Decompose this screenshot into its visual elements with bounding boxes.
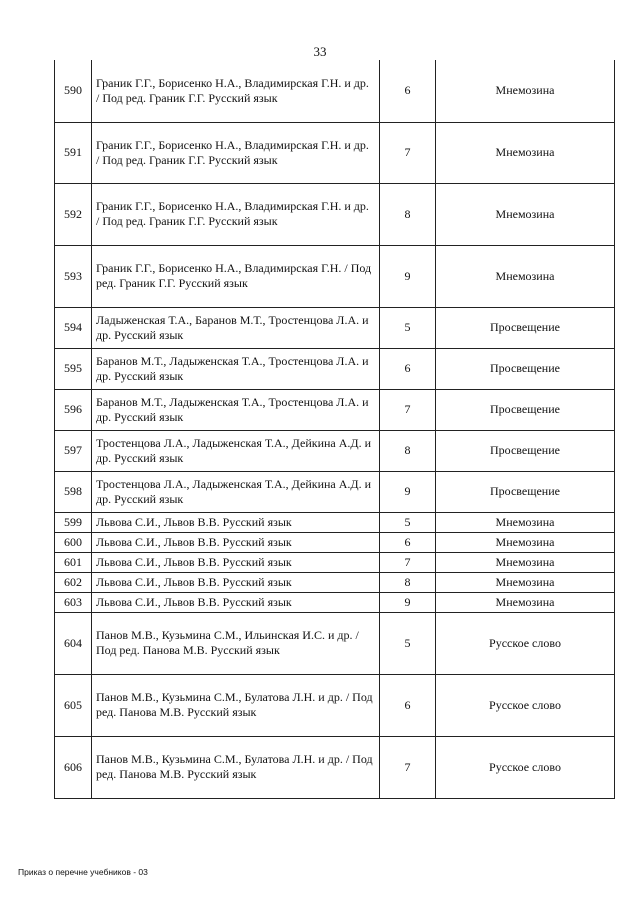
row-number-cell: 595 [55, 348, 92, 389]
table-row [55, 674, 615, 736]
table-row [55, 183, 615, 245]
author-title-cell: Граник Г.Г., Борисенко Н.А., Владимирская Г.Н. и др. / Под ред. Граник Г.Г. Русский язык [92, 122, 380, 183]
table-row [55, 512, 615, 532]
grade-cell: 6 [380, 60, 436, 122]
row-number-cell: 592 [55, 183, 92, 245]
author-title-cell: Львова С.И., Львов В.В. Русский язык [92, 532, 380, 552]
author-title-cell: Граник Г.Г., Борисенко Н.А., Владимирская Г.Н. / Под ред. Граник Г.Г. Русский язык [92, 245, 380, 307]
author-title-cell: Панов М.В., Кузьмина С.М., Ильинская И.С. и др. / Под ред. Панова М.В. Русский язык [92, 612, 380, 674]
grade-cell: 5 [380, 612, 436, 674]
grade-cell: 9 [380, 471, 436, 512]
table-row [55, 307, 615, 348]
table-row [55, 60, 615, 122]
table-row [55, 552, 615, 572]
grade-cell: 5 [380, 512, 436, 532]
row-number-cell: 597 [55, 430, 92, 471]
publisher-cell: Мнемозина [436, 183, 615, 245]
publisher-cell: Мнемозина [436, 245, 615, 307]
publisher-cell: Мнемозина [436, 592, 615, 612]
publisher-cell: Просвещение [436, 307, 615, 348]
table-row [55, 430, 615, 471]
grade-cell: 8 [380, 430, 436, 471]
table-row [55, 389, 615, 430]
grade-cell: 6 [380, 532, 436, 552]
author-title-cell: Панов М.В., Кузьмина С.М., Булатова Л.Н. и др. / Под ред. Панова М.В. Русский язык [92, 674, 380, 736]
publisher-cell: Мнемозина [436, 532, 615, 552]
author-title-cell: Тростенцова Л.А., Ладыженская Т.А., Дейкина А.Д. и др. Русский язык [92, 471, 380, 512]
row-number-cell: 594 [55, 307, 92, 348]
publisher-cell: Просвещение [436, 348, 615, 389]
author-title-cell: Баранов М.Т., Ладыженская Т.А., Тростенцова Л.А. и др. Русский язык [92, 348, 380, 389]
table-body [55, 60, 615, 798]
page-number: 33 [313, 44, 327, 59]
publisher-cell: Мнемозина [436, 122, 615, 183]
table-row [55, 592, 615, 612]
table-row [55, 736, 615, 798]
grade-cell: 7 [380, 122, 436, 183]
row-number-cell: 604 [55, 612, 92, 674]
row-number-cell: 605 [55, 674, 92, 736]
grade-cell: 8 [380, 183, 436, 245]
row-number-cell: 593 [55, 245, 92, 307]
author-title-cell: Львова С.И., Львов В.В. Русский язык [92, 592, 380, 612]
author-title-cell: Граник Г.Г., Борисенко Н.А., Владимирская Г.Н. и др. / Под ред. Граник Г.Г. Русский язык [92, 183, 380, 245]
row-number-cell: 599 [55, 512, 92, 532]
grade-cell: 6 [380, 348, 436, 389]
grade-cell: 7 [380, 552, 436, 572]
author-title-cell: Граник Г.Г., Борисенко Н.А., Владимирская Г.Н. и др. / Под ред. Граник Г.Г. Русский язык [92, 60, 380, 122]
grade-cell: 5 [380, 307, 436, 348]
table-row [55, 612, 615, 674]
table-row [55, 348, 615, 389]
author-title-cell: Панов М.В., Кузьмина С.М., Булатова Л.Н. и др. / Под ред. Панова М.В. Русский язык [92, 736, 380, 798]
author-title-cell: Ладыженская Т.А., Баранов М.Т., Тростенцова Л.А. и др. Русский язык [92, 307, 380, 348]
publisher-cell: Русское слово [436, 674, 615, 736]
grade-cell: 7 [380, 736, 436, 798]
table-row [55, 122, 615, 183]
author-title-cell: Львова С.И., Львов В.В. Русский язык [92, 572, 380, 592]
row-number-cell: 591 [55, 122, 92, 183]
table-row [55, 245, 615, 307]
row-number-cell: 601 [55, 552, 92, 572]
author-title-cell: Львова С.И., Львов В.В. Русский язык [92, 552, 380, 572]
publisher-cell: Мнемозина [436, 552, 615, 572]
author-title-cell: Львова С.И., Львов В.В. Русский язык [92, 512, 380, 532]
publisher-cell: Мнемозина [436, 572, 615, 592]
table-row [55, 532, 615, 552]
author-title-cell: Баранов М.Т., Ладыженская Т.А., Тростенцова Л.А. и др. Русский язык [92, 389, 380, 430]
textbook-table [54, 60, 615, 799]
publisher-cell: Просвещение [436, 389, 615, 430]
publisher-cell: Русское слово [436, 612, 615, 674]
row-number-cell: 596 [55, 389, 92, 430]
grade-cell: 7 [380, 389, 436, 430]
table-row [55, 471, 615, 512]
row-number-cell: 603 [55, 592, 92, 612]
publisher-cell: Русское слово [436, 736, 615, 798]
row-number-cell: 590 [55, 60, 92, 122]
grade-cell: 8 [380, 572, 436, 592]
grade-cell: 9 [380, 592, 436, 612]
publisher-cell: Мнемозина [436, 60, 615, 122]
row-number-cell: 598 [55, 471, 92, 512]
row-number-cell: 606 [55, 736, 92, 798]
row-number-cell: 600 [55, 532, 92, 552]
publisher-cell: Мнемозина [436, 512, 615, 532]
publisher-cell: Просвещение [436, 430, 615, 471]
grade-cell: 9 [380, 245, 436, 307]
footer-note: Приказ о перечне учебников - 03 [18, 867, 148, 877]
row-number-cell: 602 [55, 572, 92, 592]
author-title-cell: Тростенцова Л.А., Ладыженская Т.А., Дейкина А.Д. и др. Русский язык [92, 430, 380, 471]
table-row [55, 572, 615, 592]
publisher-cell: Просвещение [436, 471, 615, 512]
grade-cell: 6 [380, 674, 436, 736]
